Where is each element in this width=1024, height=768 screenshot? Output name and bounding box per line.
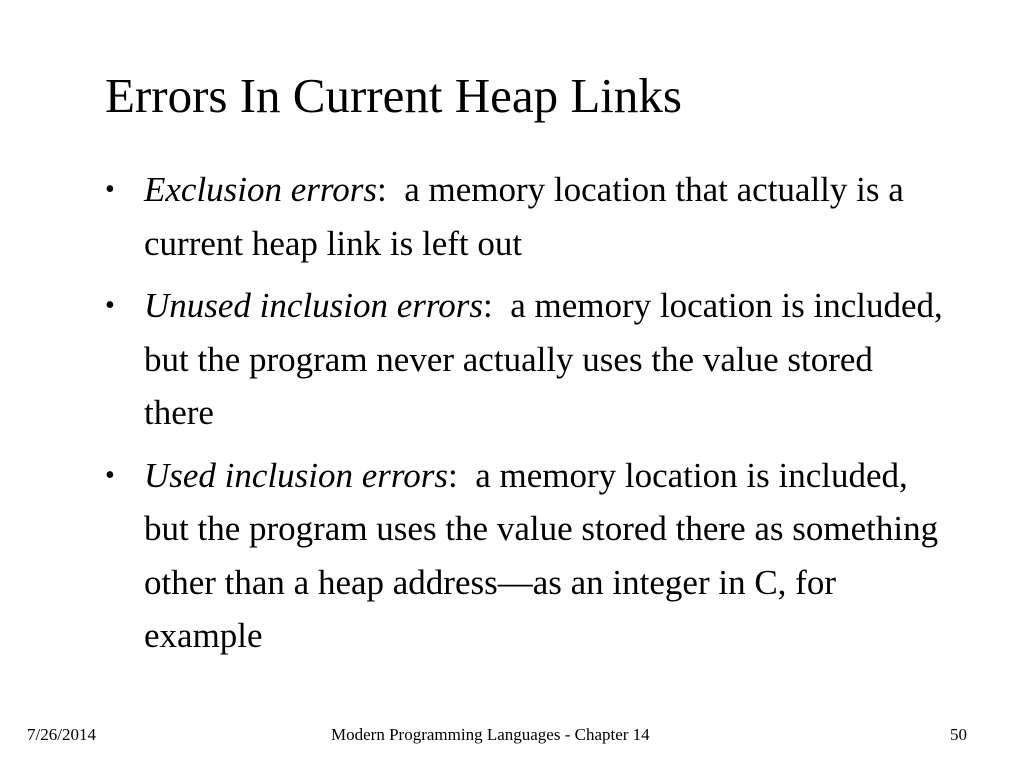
- bullet-text: a memory location is included, but the program never actually uses the value stored there: [144, 286, 943, 432]
- bullet-list: [105, 163, 945, 672]
- bullet-separator: :: [482, 286, 511, 325]
- footer-title: Modern Programming Languages - Chapter 14: [331, 725, 650, 744]
- bullet-item-unused-inclusion-errors: [105, 279, 945, 440]
- bullet-separator: :: [447, 455, 476, 495]
- page-number: 50: [950, 725, 967, 744]
- bullet-separator: :: [377, 170, 405, 209]
- bullet-item-exclusion-errors: [105, 163, 945, 270]
- bullet-text: a memory location is included, but the program uses the value stored there as something other than a heap address—as an integer in C, for example: [144, 455, 939, 655]
- bullet-item-used-inclusion-errors: [105, 449, 945, 663]
- bullet-text: a memory location that actually is a current heap link is left out: [144, 170, 904, 263]
- bullet-term: Unused inclusion errors: [144, 286, 483, 325]
- bullet-icon: •: [105, 459, 115, 491]
- bullet-icon: •: [105, 290, 115, 321]
- footer-date: 7/26/2014: [27, 725, 96, 744]
- bullet-icon: •: [105, 174, 115, 205]
- bullet-term: Used inclusion errors: [144, 455, 448, 495]
- bullet-term: Exclusion errors: [144, 170, 377, 209]
- slide-title: Errors In Current Heap Links: [105, 68, 682, 123]
